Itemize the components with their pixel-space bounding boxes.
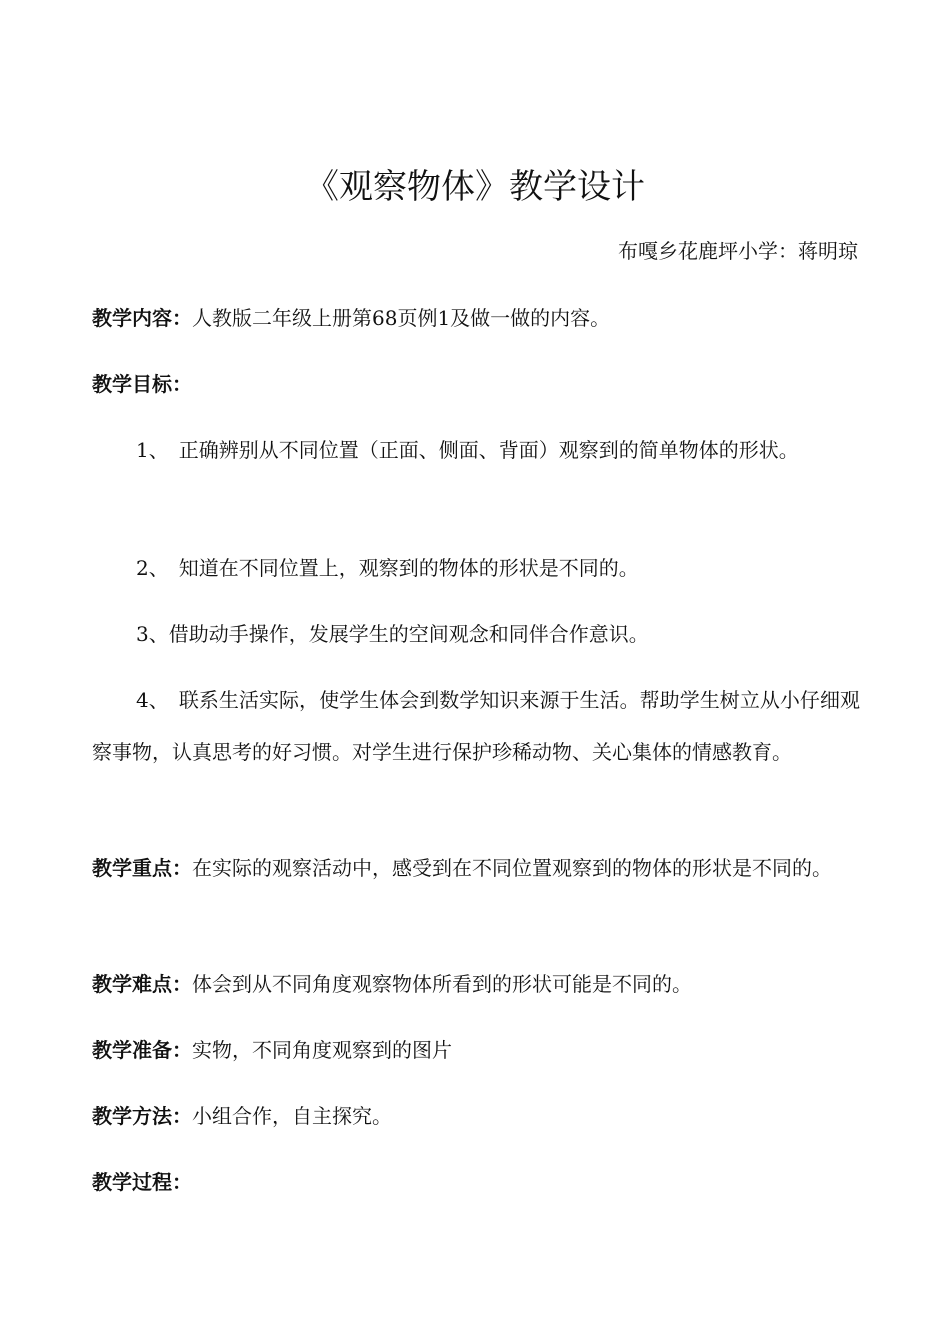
- process-label: 教学过程：: [92, 1170, 192, 1194]
- teaching-goals-heading: [92, 358, 860, 410]
- goal-item-1: 1、 正确辨别从不同位置（正面、侧面、背面）观察到的简单物体的形状。: [136, 438, 799, 462]
- goal-item-2: 2、 知道在不同位置上，观察到的物体的形状是不同的。: [136, 556, 639, 580]
- method-label: 教学方法：: [92, 1104, 192, 1128]
- preparation-label: 教学准备：: [92, 1038, 192, 1062]
- difficulty-label: 教学难点：: [92, 972, 192, 996]
- teaching-preparation: [92, 1024, 860, 1076]
- key-point-label: 教学重点：: [92, 856, 192, 880]
- teaching-content-text: 人教版二年级上册第68页例1及做一做的内容。: [192, 306, 611, 330]
- teaching-content: [92, 292, 860, 344]
- teaching-key-point: [92, 842, 860, 894]
- difficulty-text: 体会到从不同角度观察物体所看到的形状可能是不同的。: [192, 972, 692, 996]
- teaching-goals-label: 教学目标：: [92, 372, 192, 396]
- teaching-content-label: 教学内容：: [92, 306, 192, 330]
- key-point-text: 在实际的观察活动中，感受到在不同位置观察到的物体的形状是不同的。: [192, 856, 832, 880]
- method-text: 小组合作，自主探究。: [192, 1104, 392, 1128]
- teaching-method: [92, 1090, 860, 1142]
- author-line: 布嘎乡花鹿坪小学：蒋明琼: [618, 239, 858, 263]
- goal-item-4: 4、 联系生活实际，使学生体会到数学知识来源于生活。帮助学生树立从小仔细观察事物，认真思考的好习惯。对学生进行保护珍稀动物、关心集体的情感教育。: [92, 688, 860, 764]
- teaching-process-heading: [92, 1156, 860, 1208]
- goal-item-3: 3、借助动手操作，发展学生的空间观念和同伴合作意识。: [136, 622, 649, 646]
- preparation-text: 实物，不同角度观察到的图片: [192, 1038, 452, 1062]
- teaching-difficulty: [92, 958, 860, 1010]
- document-title: 《观察物体》教学设计: [305, 167, 645, 207]
